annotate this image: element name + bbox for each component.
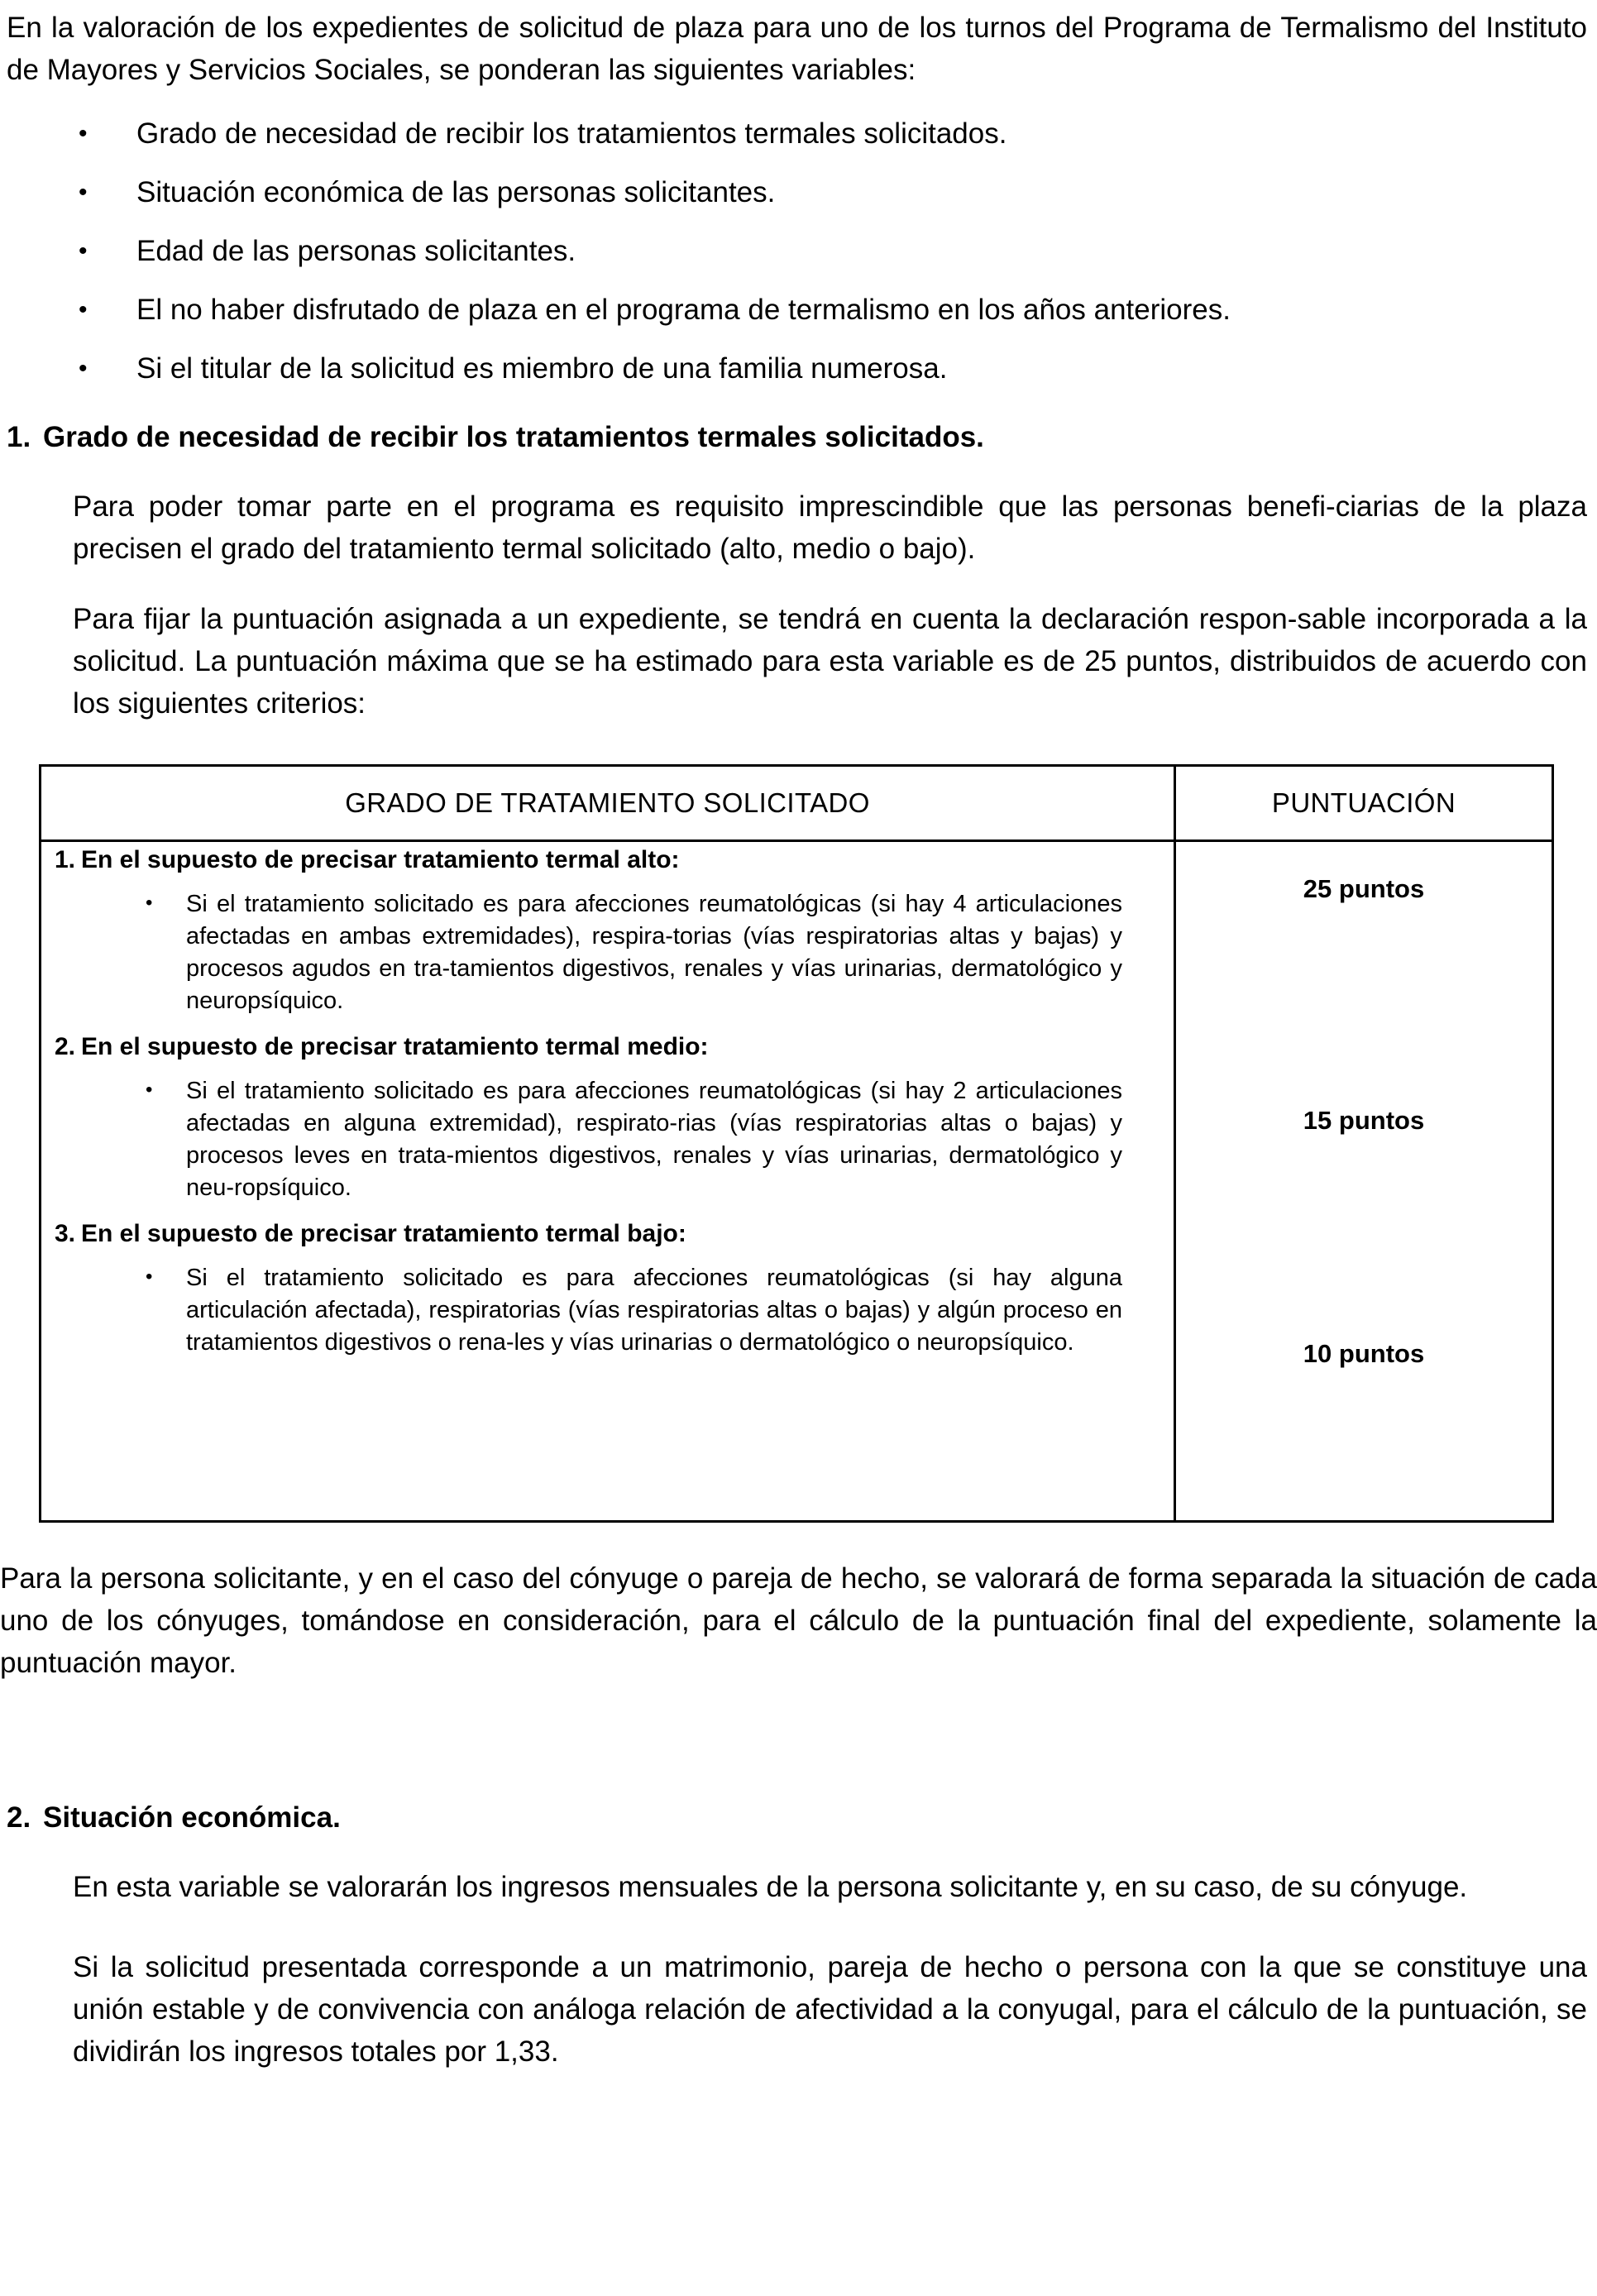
criterion-2-detail: Si el tratamiento solicitado es para afecciones reumatológicas (si hay 2 articulaciones afectadas en alguna extremidad), respirato-rias (vías respiratorias altas o bajas) y procesos leves en trata-mientos digestivos, renales y vías urinarias, dermatológico y neu-ropsíquico. bbox=[186, 1078, 1122, 1201]
criterion-1-number: 1. bbox=[55, 846, 76, 873]
list-item-label: Si el titular de la solicitud es miembro de una familia numerosa. bbox=[136, 352, 948, 385]
section-2-body bbox=[73, 1866, 1587, 2073]
list-item-label: Edad de las personas solicitantes. bbox=[136, 235, 576, 267]
section-1-paragraph-1: Para poder tomar parte en el programa es requisito imprescindible que las personas benefi-ciarias de la plaza precisen el grado del tratamiento termal solicitado (alto, medio o bajo). bbox=[73, 490, 1587, 565]
criterion-3-detail: Si el tratamiento solicitado es para afecciones reumatológicas (si hay alguna articulación afectada), respiratorias (vías respiratorias altas o bajas) y algún proceso en tratamientos digestivos o rena-les y vías urinarias o dermatológico o neuropsíquico. bbox=[186, 1265, 1122, 1356]
list-item bbox=[0, 347, 1597, 390]
criterion-1-detail: Si el tratamiento solicitado es para afecciones reumatológicas (si hay 4 articulaciones afectadas en ambas extremidades), respira-torias (vías respiratorias altas y bajas) y procesos agudos en tra-tamientos digestivos, renales y vías urinarias, dermatológico y neuropsíquico. bbox=[186, 891, 1122, 1014]
table-header bbox=[41, 766, 1553, 841]
table-header-row bbox=[41, 766, 1553, 841]
criterion-2-number: 2. bbox=[55, 1033, 76, 1060]
score-value-alto: 25 puntos bbox=[1303, 874, 1425, 903]
list-item bbox=[0, 112, 1597, 155]
section-2-title: Situación económica. bbox=[43, 1801, 341, 1834]
section-1-number: 1. bbox=[7, 421, 31, 453]
criteria-cell bbox=[41, 841, 1175, 1522]
table-row bbox=[41, 841, 1553, 1522]
list-item-label: Situación económica de las personas solicitantes. bbox=[136, 176, 776, 208]
section-1-closing bbox=[0, 1557, 1597, 1684]
score-cell bbox=[1175, 841, 1553, 1522]
bullet-icon: • bbox=[79, 237, 88, 265]
section-1-body bbox=[73, 486, 1587, 725]
bullet-icon: • bbox=[146, 1265, 153, 1288]
list-item-label: El no haber disfrutado de plaza en el programa de termalismo en los años anteriores. bbox=[136, 294, 1231, 326]
section-2-paragraph-2: Si la solicitud presentada corresponde a un matrimonio, pareja de hecho o persona con la que se constituye una unión estable y de convivencia con análoga relación de afectividad a la conyugal, para el cálculo de la puntuación, se dividirán los ingresos totales por 1,33. bbox=[73, 1951, 1587, 2068]
score-value-bajo: 10 puntos bbox=[1303, 1339, 1425, 1368]
bullet-icon: • bbox=[79, 355, 88, 382]
variables-list bbox=[0, 112, 1597, 390]
table-body bbox=[41, 841, 1553, 1522]
section-2-heading bbox=[0, 1798, 1597, 1838]
criterion-3-detail-wrapper bbox=[81, 1262, 1122, 1359]
criterion-bajo bbox=[41, 1216, 1174, 1359]
section-1-paragraph-2: Para fijar la puntuación asignada a un expediente, se tendrá en cuenta la declaración respon-sable incorporada a la solicitud. La puntuación máxima que se ha estimado para esta variable es de 25 puntos, distribuidos de acuerdo con los siguientes criterios: bbox=[73, 603, 1587, 720]
list-item-label: Grado de necesidad de recibir los tratamientos termales solicitados. bbox=[136, 117, 1007, 150]
section-1-closing-paragraph: Para la persona solicitante, y en el caso del cónyuge o pareja de hecho, se valorará de forma separada la situación de cada uno de los cónyuges, tomándose en consideración, para el cálculo de la puntuación final del expediente, solamente la puntuación mayor. bbox=[0, 1562, 1597, 1679]
column-header-score: PUNTUACIÓN bbox=[1175, 766, 1553, 841]
criterion-medio bbox=[41, 1029, 1174, 1204]
section-1-heading bbox=[0, 418, 1597, 457]
score-value-medio: 15 puntos bbox=[1303, 1106, 1425, 1135]
criteria-table bbox=[39, 764, 1554, 1523]
section-spacer bbox=[0, 1684, 1597, 1770]
criterion-2-title: En el supuesto de precisar tratamiento termal medio: bbox=[81, 1033, 709, 1060]
criterion-2-detail-wrapper bbox=[81, 1075, 1122, 1204]
criterion-3-title: En el supuesto de precisar tratamiento termal bajo: bbox=[81, 1220, 686, 1247]
list-item bbox=[0, 289, 1597, 331]
section-1-title: Grado de necesidad de recibir los tratamientos termales solicitados. bbox=[43, 421, 984, 453]
list-item bbox=[0, 230, 1597, 272]
bullet-icon: • bbox=[79, 120, 88, 147]
list-item bbox=[0, 171, 1597, 213]
criterion-alto bbox=[41, 842, 1174, 1017]
criterion-1-detail-wrapper bbox=[81, 888, 1122, 1017]
bullet-icon: • bbox=[146, 892, 153, 914]
criterion-3-number: 3. bbox=[55, 1220, 76, 1247]
intro-paragraph: En la valoración de los expedientes de solicitud de plaza para uno de los turnos del Programa de Termalismo del Instituto de Mayores y Servicios Sociales, se ponderan las siguientes variables: bbox=[7, 12, 1587, 86]
criterion-1-title: En el supuesto de precisar tratamiento termal alto: bbox=[81, 846, 680, 873]
section-2-number: 2. bbox=[7, 1801, 31, 1834]
bullet-icon: • bbox=[146, 1079, 153, 1101]
bullet-icon: • bbox=[79, 179, 88, 206]
section-2-paragraph-1: En esta variable se valorarán los ingresos mensuales de la persona solicitante y, en su caso, de su cónyuge. bbox=[73, 1871, 1468, 1903]
column-header-criteria: GRADO DE TRATAMIENTO SOLICITADO bbox=[41, 766, 1175, 841]
bullet-icon: • bbox=[79, 296, 88, 323]
